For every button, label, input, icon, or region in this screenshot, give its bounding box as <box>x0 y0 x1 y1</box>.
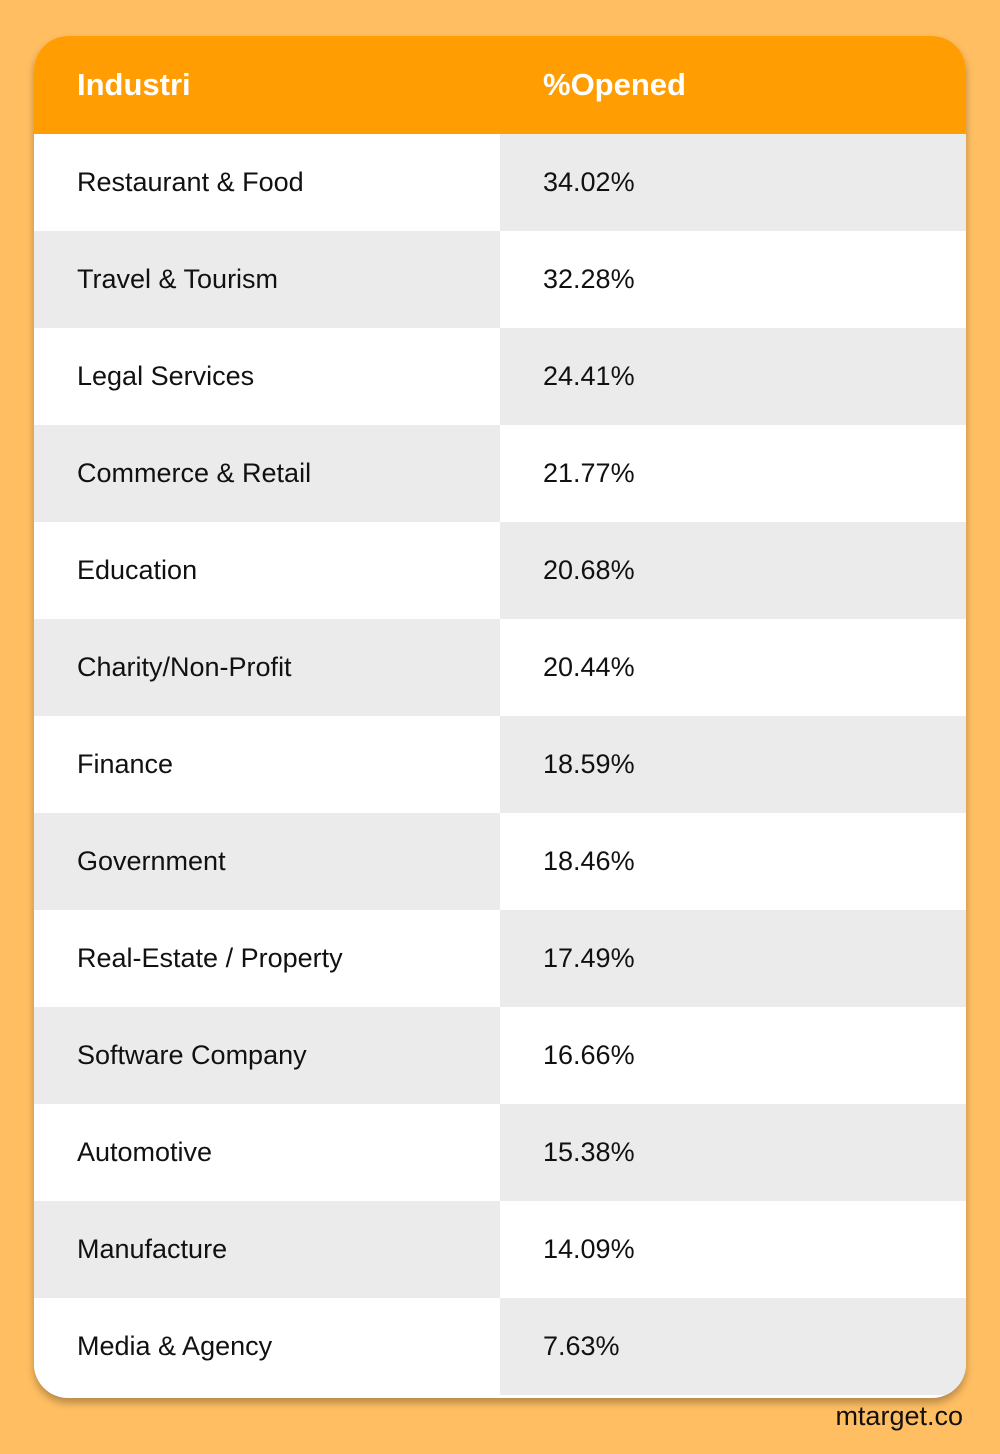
opened-rate-cell: 16.66% <box>500 1007 966 1104</box>
industry-cell: Real-Estate / Property <box>34 910 500 1007</box>
table-row <box>34 910 966 1007</box>
industry-cell: Restaurant & Food <box>34 134 500 231</box>
industry-cell: Legal Services <box>34 328 500 425</box>
table-row <box>34 813 966 910</box>
data-table <box>34 36 966 1398</box>
site-watermark: mtarget.co <box>835 1401 963 1431</box>
header-industri: Industri <box>77 67 191 102</box>
industry-cell: Manufacture <box>34 1201 500 1298</box>
industry-cell: Travel & Tourism <box>34 231 500 328</box>
opened-rate-cell: 15.38% <box>500 1104 966 1201</box>
table-row <box>34 619 966 716</box>
opened-rate-cell: 18.59% <box>500 716 966 813</box>
opened-rate-cell: 34.02% <box>500 134 966 231</box>
opened-rate-cell: 20.44% <box>500 619 966 716</box>
opened-rate-cell: 21.77% <box>500 425 966 522</box>
opened-rate-cell: 20.68% <box>500 522 966 619</box>
table-row <box>34 716 966 813</box>
table-row <box>34 1298 966 1395</box>
opened-rate-cell: 14.09% <box>500 1201 966 1298</box>
table-row <box>34 425 966 522</box>
industry-cell: Education <box>34 522 500 619</box>
opened-rate-cell: 32.28% <box>500 231 966 328</box>
opened-rate-cell: 17.49% <box>500 910 966 1007</box>
table-row <box>34 231 966 328</box>
industry-cell: Automotive <box>34 1104 500 1201</box>
industry-cell: Charity/Non-Profit <box>34 619 500 716</box>
table-row <box>34 1104 966 1201</box>
table-row <box>34 134 966 231</box>
industry-cell: Commerce & Retail <box>34 425 500 522</box>
opened-rate-cell: 18.46% <box>500 813 966 910</box>
table-body <box>34 134 966 1395</box>
opened-rate-cell: 7.63% <box>500 1298 966 1395</box>
industry-cell: Software Company <box>34 1007 500 1104</box>
table-header <box>34 36 966 134</box>
header-opened: %Opened <box>543 67 686 102</box>
table-row <box>34 328 966 425</box>
industry-cell: Government <box>34 813 500 910</box>
table-row <box>34 1201 966 1298</box>
industry-cell: Media & Agency <box>34 1298 500 1395</box>
table-row <box>34 1007 966 1104</box>
industry-cell: Finance <box>34 716 500 813</box>
table-row <box>34 522 966 619</box>
opened-rate-cell: 24.41% <box>500 328 966 425</box>
